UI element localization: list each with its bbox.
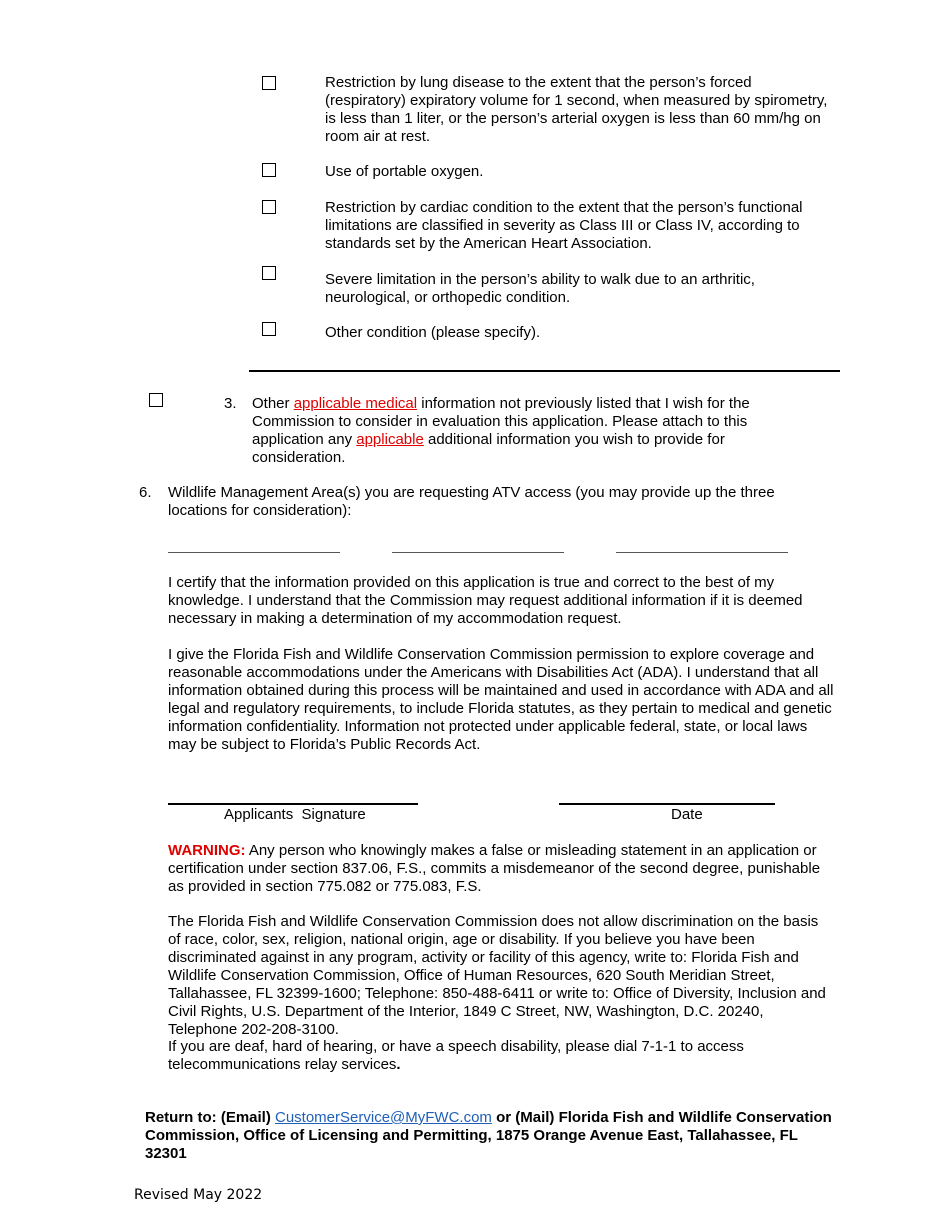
wma-location-1-field[interactable] [168, 552, 340, 553]
applicant-signature-label: Applicants Signature [224, 806, 366, 823]
certification-paragraph: I certify that the information provided on this application is true and correct to the best of my knowledge. I understand that the Commission may request additional information if it is deemed necessary in making a determination of my accommodation request. [168, 574, 803, 627]
return-to-paragraph: Return to: (Email) CustomerService@MyFWC.com or (Mail) Florida Fish and Wildlife Conservation Commission, Office of Licensing and Permitting, 1875 Orange Avenue East, Tallahassee, FL 32301 [145, 1109, 832, 1162]
lung-disease-checkbox[interactable] [262, 76, 276, 90]
other-condition-checkbox[interactable] [262, 322, 276, 336]
date-line[interactable] [559, 803, 775, 805]
item3-checkbox[interactable] [149, 393, 163, 407]
item3-text: Other applicable medical information not previously listed that I wish for the Commission to consider in evaluation this application. Please attach to this application any applicable additional information you wish to provide for consideration. [252, 395, 750, 466]
item3-number: 3. [224, 395, 237, 412]
cardiac-condition-checkbox[interactable] [262, 200, 276, 214]
relay-services-paragraph: If you are deaf, hard of hearing, or have a speech disability, please dial 7-1-1 to access telecommunications relay services. [168, 1038, 744, 1073]
applicant-signature-line[interactable] [168, 803, 418, 805]
item6-text: Wildlife Management Area(s) you are requesting ATV access (you may provide up the three locations for consideration): [168, 484, 775, 519]
other-condition-specify-line[interactable] [249, 370, 840, 372]
portable-oxygen-checkbox[interactable] [262, 163, 276, 177]
nondiscrimination-paragraph: The Florida Fish and Wildlife Conservation Commission does not allow discrimination on the basis of race, color, sex, religion, national origin, age or disability. If you believe you have been discriminated against in any program, activity or facility of this agency, write to: Florida Fish and Wildlife Conservation Commission, Office of Human Resources, 620 South Meridian Street, Tallahassee, FL 32399-1600; Telephone: 850-488-6411 or write to: Office of Diversity, Inclusion and Civil Rights, U.S. Department of the Interior, 1849 C Street, NW, Washington, D.C. 20240, Telephone 202-208-3100. [168, 913, 826, 1038]
lung-disease-text: Restriction by lung disease to the extent that the person’s forced (respiratory) expiratory volume for 1 second, when measured by spirometry, is less than 1 liter, or the person’s arterial oxygen is less than 60 mm/hg on room air at rest. [325, 74, 828, 145]
revised-date-footer: Revised May 2022 [134, 1187, 263, 1203]
wma-location-2-field[interactable] [392, 552, 564, 553]
customer-service-email-link[interactable]: CustomerService@MyFWC.com [275, 1109, 492, 1126]
warning-label: WARNING: [168, 842, 246, 859]
walk-limitation-checkbox[interactable] [262, 266, 276, 280]
applicable-link[interactable]: applicable [356, 431, 424, 448]
portable-oxygen-text: Use of portable oxygen. [325, 163, 484, 180]
other-condition-text: Other condition (please specify). [325, 324, 541, 341]
cardiac-condition-text: Restriction by cardiac condition to the extent that the person’s functional limitations are classified in severity as Class III or Class IV, according to standards set by the American Heart Association. [325, 199, 803, 252]
applicable-medical-link[interactable]: applicable medical [293, 395, 418, 412]
wma-location-3-field[interactable] [616, 552, 788, 553]
item6-number: 6. [139, 484, 152, 501]
ada-permission-paragraph: I give the Florida Fish and Wildlife Conservation Commission permission to explore coverage and reasonable accommodations under the Americans with Disabilities Act (ADA). I understand that all information obtained during this process will be maintained and used in accordance with ADA and all legal and regulatory requirements, to include Florida statutes, as they pertain to medical and genetic information confidentiality. Information not protected under applicable federal, state, or local laws may be subject to Florida’s Public Records Act. [168, 646, 834, 753]
date-label: Date [671, 806, 703, 823]
warning-paragraph: WARNING: Any person who knowingly makes a false or misleading statement in an application or certification under section 837.06, F.S., commits a misdemeanor of the second degree, punishable as provided in section 775.082 or 775.083, F.S. [168, 842, 821, 895]
walk-limitation-text: Severe limitation in the person’s ability to walk due to an arthritic, neurological, or orthopedic condition. [325, 271, 755, 306]
